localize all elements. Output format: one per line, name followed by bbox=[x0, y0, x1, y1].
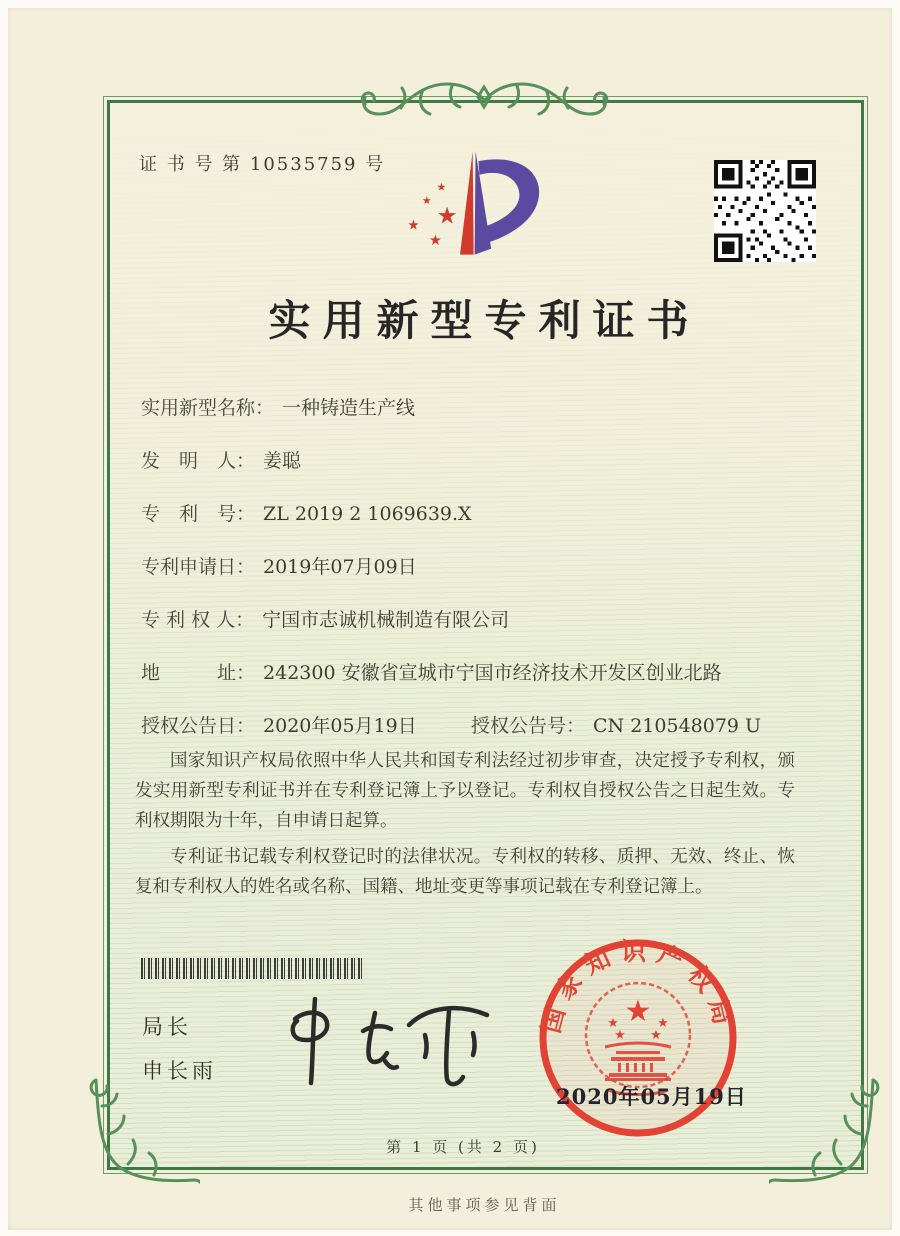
seal-text: 国家知识产权局 bbox=[536, 937, 740, 1036]
field-row bbox=[141, 552, 417, 579]
field-row bbox=[141, 393, 415, 420]
field-label: 发 明 人： bbox=[141, 450, 256, 472]
certificate-content bbox=[8, 8, 892, 1230]
field-value: ZL 2019 2 1069639.X bbox=[263, 503, 472, 525]
grant-row bbox=[141, 711, 762, 738]
field-row bbox=[141, 605, 509, 632]
director-signature bbox=[263, 991, 503, 1091]
legal-paragraph-2: 专利证书记载专利权登记时的法律状况。专利权的转移、质押、无效、终止、恢复和专利权人的姓名或名称、国籍、地址变更等事项记载在专利登记簿上。 bbox=[135, 847, 795, 898]
grant-number-label: 授权公告号： bbox=[471, 715, 586, 737]
field-label: 专 利 号： bbox=[141, 503, 256, 525]
field-label: 专 利 权 人： bbox=[141, 609, 255, 631]
logo-star-icon: ★ bbox=[436, 180, 447, 194]
logo-star-icon: ★ bbox=[436, 201, 458, 230]
svg-text:★: ★ bbox=[657, 1016, 669, 1031]
grant-number-value: CN 210548079 U bbox=[593, 715, 762, 737]
logo-star-icon: ★ bbox=[407, 217, 420, 234]
legal-paragraphs bbox=[135, 746, 795, 908]
field-value: 242300 安徽省宣城市宁国市经济技术开发区创业北路 bbox=[263, 662, 722, 684]
svg-text:★: ★ bbox=[614, 1028, 626, 1043]
field-value: 2019年07月09日 bbox=[263, 556, 417, 578]
seal-date: 2020年05月19日 bbox=[556, 1084, 747, 1109]
back-side-note: 其他事项参见背面 bbox=[408, 1196, 561, 1214]
grant-date-label: 授权公告日： bbox=[141, 715, 256, 737]
certificate-number: 证 书 号 第 10535759 号 bbox=[139, 154, 386, 175]
grant-date-value: 2020年05月19日 bbox=[263, 715, 417, 737]
field-label: 地 址： bbox=[141, 662, 256, 684]
certificate-title: 实用新型专利证书 bbox=[268, 296, 701, 345]
field-row bbox=[141, 658, 722, 685]
field-value: 一种铸造生产线 bbox=[282, 397, 416, 419]
official-seal bbox=[520, 920, 756, 1156]
qr-code-icon bbox=[714, 160, 816, 262]
cnipa-patent-logo-icon bbox=[386, 144, 571, 264]
svg-text:★: ★ bbox=[624, 994, 652, 1029]
field-row bbox=[141, 499, 472, 526]
field-value: 宁国市志诚机械制造有限公司 bbox=[262, 609, 510, 631]
legal-paragraph-1: 国家知识产权局依照中华人民共和国专利法经过初步审查，决定授予专利权，颁发实用新型专利证书并在专利登记簿上予以登记。专利权自授权公告之日起生效。专利权期限为十年，自申请日起算。 bbox=[135, 751, 795, 832]
director-title: 局长 bbox=[142, 1015, 192, 1039]
page-number: 第 1 页 (共 2 页) bbox=[386, 1138, 540, 1156]
svg-text:★: ★ bbox=[650, 1028, 662, 1043]
certificate-paper bbox=[8, 8, 892, 1230]
field-label: 实用新型名称： bbox=[141, 397, 275, 419]
director-name: 申长雨 bbox=[142, 1059, 217, 1083]
svg-text:★: ★ bbox=[607, 1016, 619, 1031]
field-value: 姜聪 bbox=[263, 450, 302, 472]
field-label: 专利申请日： bbox=[141, 556, 256, 578]
logo-star-icon: ★ bbox=[422, 194, 432, 207]
logo-star-icon: ★ bbox=[428, 231, 442, 249]
field-row bbox=[141, 446, 301, 473]
barcode-icon bbox=[141, 958, 365, 979]
